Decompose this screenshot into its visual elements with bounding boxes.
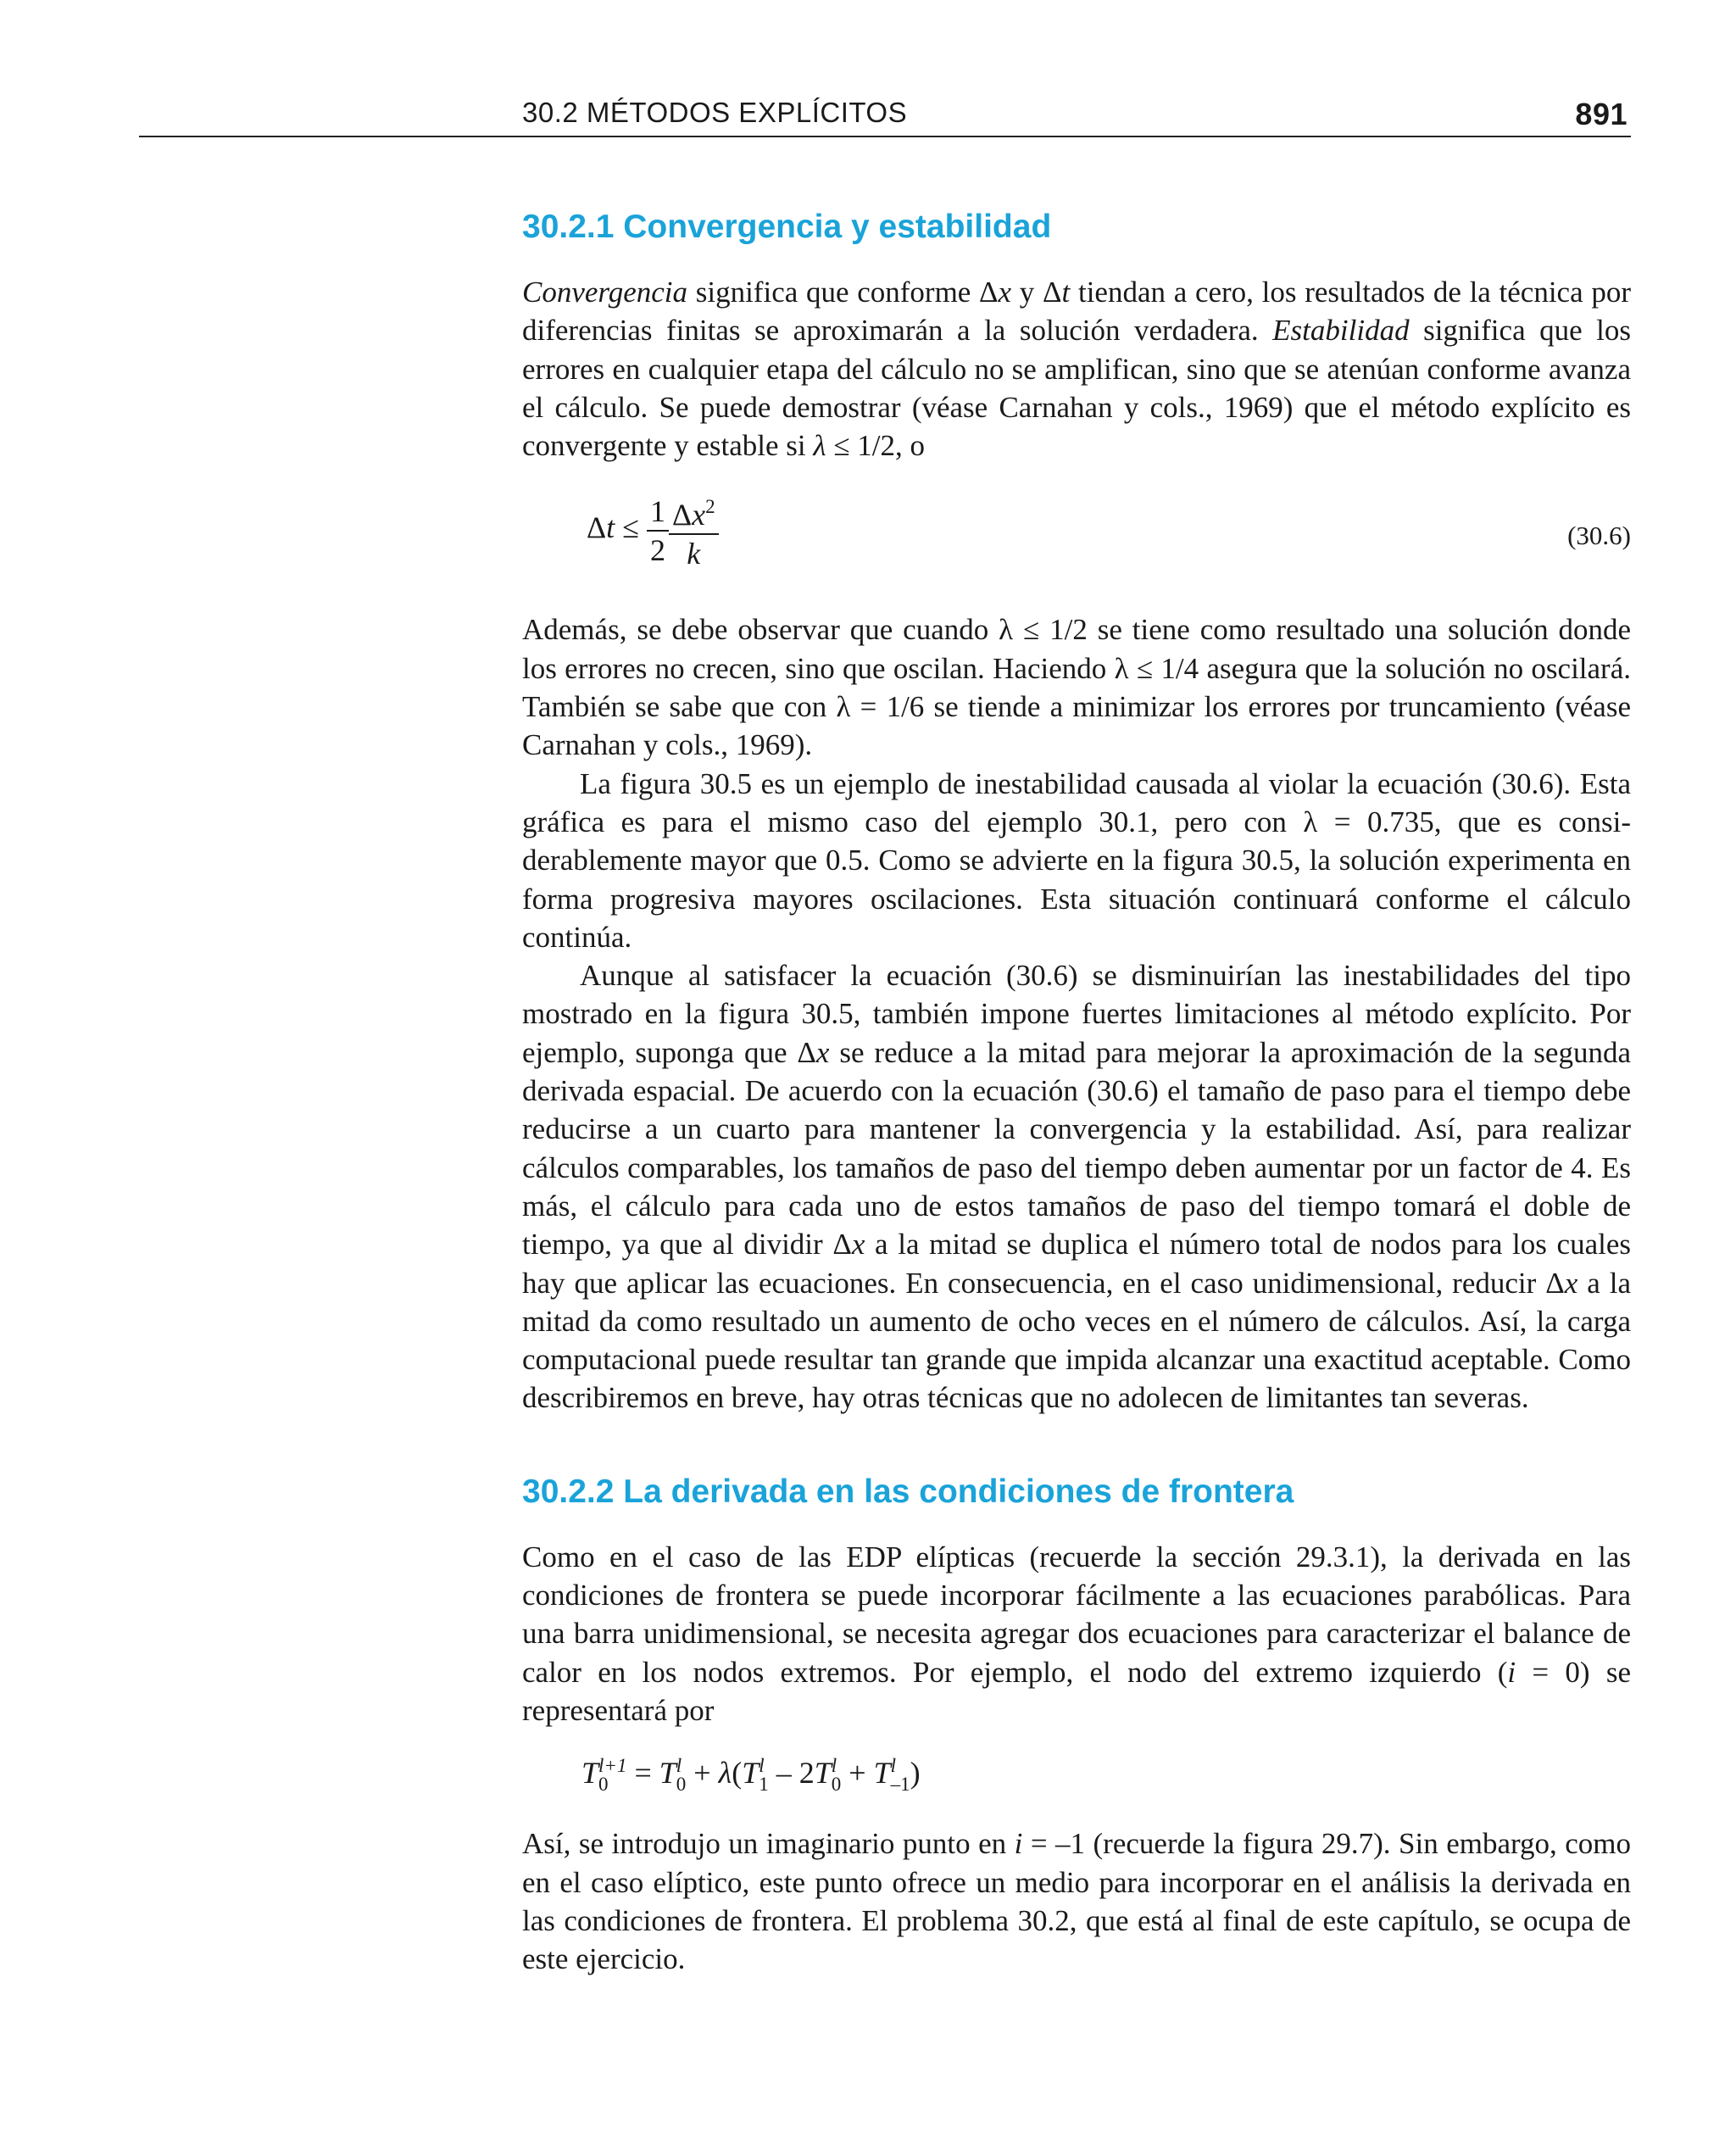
text-span: Como en el caso de las EDP elípticas (recuerde la sección 29.3.1), la derivada en las condiciones de frontera se puede incorporar fácilmente a las ecuaciones parabólicas. Para una barra unidimensional, se necesita agregar dos ecuaciones para caracterizar el balance de calor en los nodos extremos. Por ejemplo, el nodo del extremo izquierdo ( [522, 1540, 1631, 1689]
section-heading-boundary-derivative: 30.2.2 La derivada en las condiciones de frontera [522, 1473, 1294, 1510]
text-span: ≤ 1/2, o [826, 429, 926, 463]
eq-superscript: l+1 [598, 1755, 627, 1777]
eq-indices [832, 1757, 842, 1794]
math-var: λ [813, 429, 826, 463]
eq-plus: + [686, 1756, 719, 1791]
eq-var-T: T [581, 1756, 599, 1791]
page-body [522, 202, 1631, 1978]
eq-indices [759, 1757, 769, 1794]
eq-subscript: 0 [598, 1774, 609, 1796]
eq-exponent: 2 [705, 496, 715, 518]
math-var: i [1507, 1655, 1516, 1689]
eq-indices [891, 1757, 910, 1794]
eq-delta: Δ [671, 498, 693, 532]
text-span: Aunque al satisfacer la ecuación (30.6) se disminuirían las inestabilidades del tipo mostrado en la figura 30.5, también impone fuertes limitaciones al método explícito. Por ejemplo, suponga que Δ [522, 959, 1631, 1069]
eq-equals: = [626, 1756, 659, 1791]
eq-subscript: 0 [676, 1774, 687, 1796]
eq-superscript: l [759, 1755, 765, 1777]
eq-subscript: 0 [831, 1774, 842, 1796]
frac-numerator [669, 488, 719, 535]
text-span: significa que conforme Δ [687, 276, 999, 309]
math-var: x [851, 1228, 865, 1262]
text-span: = –1 (recuerde la figura 29.7). Sin embargo, como en el caso elíptico, este punto ofrece un medio para incorporar en el análisis la derivada en las condiciones de frontera. El problema 30.2, que está al final de este capítulo, se ocupa de este ejercicio. [522, 1827, 1632, 1976]
text-span: = 0) se representará por [522, 1655, 1631, 1727]
equation-30-6-body [587, 488, 719, 572]
math-var: i [1014, 1827, 1023, 1861]
eq-superscript: l [676, 1755, 682, 1777]
equation-left-node [581, 1755, 1631, 1802]
section-heading-convergence: 30.2.1 Convergencia y estabilidad [522, 209, 1052, 245]
eq-paren: ( [732, 1756, 743, 1791]
text-span: a la mitad se duplica el número total de nodos para los cuales hay que aplicar las ecuaciones. En consecuencia, en el caso unidimensional, reducir Δ [522, 1228, 1631, 1300]
eq-var-t: t [606, 510, 615, 545]
eq-lambda: λ [718, 1756, 732, 1791]
eq-var-x: x [692, 498, 706, 532]
eq-var-T: T [814, 1756, 832, 1791]
term-estabilidad: Estabilidad [1272, 314, 1410, 348]
eq-paren: ) [910, 1756, 921, 1791]
paragraph-convergence-definition [522, 273, 1631, 465]
text-span: Así, se introdujo un imaginario punto en [522, 1827, 1015, 1861]
eq-subscript: –1 [890, 1774, 910, 1796]
frac-numerator: 1 [647, 493, 669, 532]
math-var: x [998, 276, 1012, 309]
eq-indices [598, 1757, 626, 1794]
math-var: x [1564, 1266, 1578, 1300]
term-convergencia: Convergencia [522, 276, 688, 309]
running-header-section: 30.2 MÉTODOS EXPLÍCITOS [522, 97, 908, 128]
fraction-one-half [647, 493, 669, 569]
eq-leq: ≤ [615, 510, 647, 545]
paragraph-figure-30-5: La figura 30.5 es un ejemplo de inestabilidad causada al violar la ecuación (30.6). Esta gráfica es para el mismo caso del ejemplo 30.1, pero con λ = 0.735, que es considerablemente mayor que 0.5. Como se advierte en la figura 30.5, la solución experimenta en forma progresiva mayores oscilaciones. Esta situación continuará conforme el cálculo continúa. [522, 766, 1631, 954]
text-span: a la mitad da como resultado un aumento de ocho veces en el número de cálculos. Así, la carga computacional puede resultar tan grande que impida alcanzar una exactitud aceptable. Como describiremos en breve, hay otras técnicas que no adolecen de limitantes tan severas. [522, 1266, 1632, 1415]
equation-30-6 [522, 488, 1631, 583]
paragraph-limitations [522, 956, 1631, 1418]
text-span: significa que los errores en cualquier etapa del cálculo no se amplifican, sino que se atenúan conforme avanza el cálculo. Se puede demostrar (véase Carnahan y cols., 1969) que el método explícito es convergente y estable si [522, 314, 1631, 463]
fraction-dx2-over-k [669, 488, 719, 572]
text-span: y Δ [1011, 276, 1062, 309]
eq-delta: Δ [587, 510, 607, 545]
eq-var-T: T [659, 1756, 676, 1791]
math-var: x [815, 1035, 830, 1069]
paragraph-imaginary-point [522, 1824, 1631, 1978]
eq-minus-two: – 2 [768, 1756, 815, 1791]
eq-superscript: l [831, 1755, 837, 1777]
page-number: 891 [1575, 97, 1628, 131]
eq-var-T: T [742, 1756, 760, 1791]
math-var: t [1061, 276, 1071, 309]
header-rule [139, 136, 1631, 137]
frac-denominator: k [687, 537, 701, 571]
running-header [522, 97, 1628, 129]
paragraph-boundary-intro [522, 1538, 1631, 1729]
eq-subscript: 1 [759, 1774, 769, 1796]
text-span: tiendan a cero, los resultados de la técnica por diferencias finitas se aproximarán a la solución verdadera. [522, 276, 1631, 348]
paragraph-oscillation: Además, se debe observar que cuando λ ≤ 1/2 se tiene como resultado una solución donde los errores no crecen, sino que oscilan. Haciendo λ ≤ 1/4 asegura que la solución no oscilará. También se sabe que con λ = 1/6 se tiende a minimizar los errores por truncamiento (véase Carnahan y cols., 1969). [522, 613, 1631, 762]
eq-var-T: T [873, 1756, 891, 1791]
text-span: se reduce a la mitad para mejorar la aproximación de la segunda derivada espacial. De acuerdo con la ecuación (30.6) el tamaño de paso para el tiempo debe reducirse a un cuarto para mantener la convergencia y la estabilidad. Así, para realizar cálculos comparables, los tamaños de paso del tiempo deben aumentar por un factor de 4. Es más, el cálculo para cada uno de estos tamaños de paso del tiempo tomará el doble de tiempo, ya que al dividir Δ [522, 1035, 1631, 1262]
eq-plus: + [841, 1756, 874, 1791]
frac-denominator: 2 [649, 532, 665, 567]
eq-indices [676, 1757, 687, 1794]
equation-number: (30.6) [1567, 521, 1631, 551]
eq-superscript: l [890, 1755, 896, 1777]
